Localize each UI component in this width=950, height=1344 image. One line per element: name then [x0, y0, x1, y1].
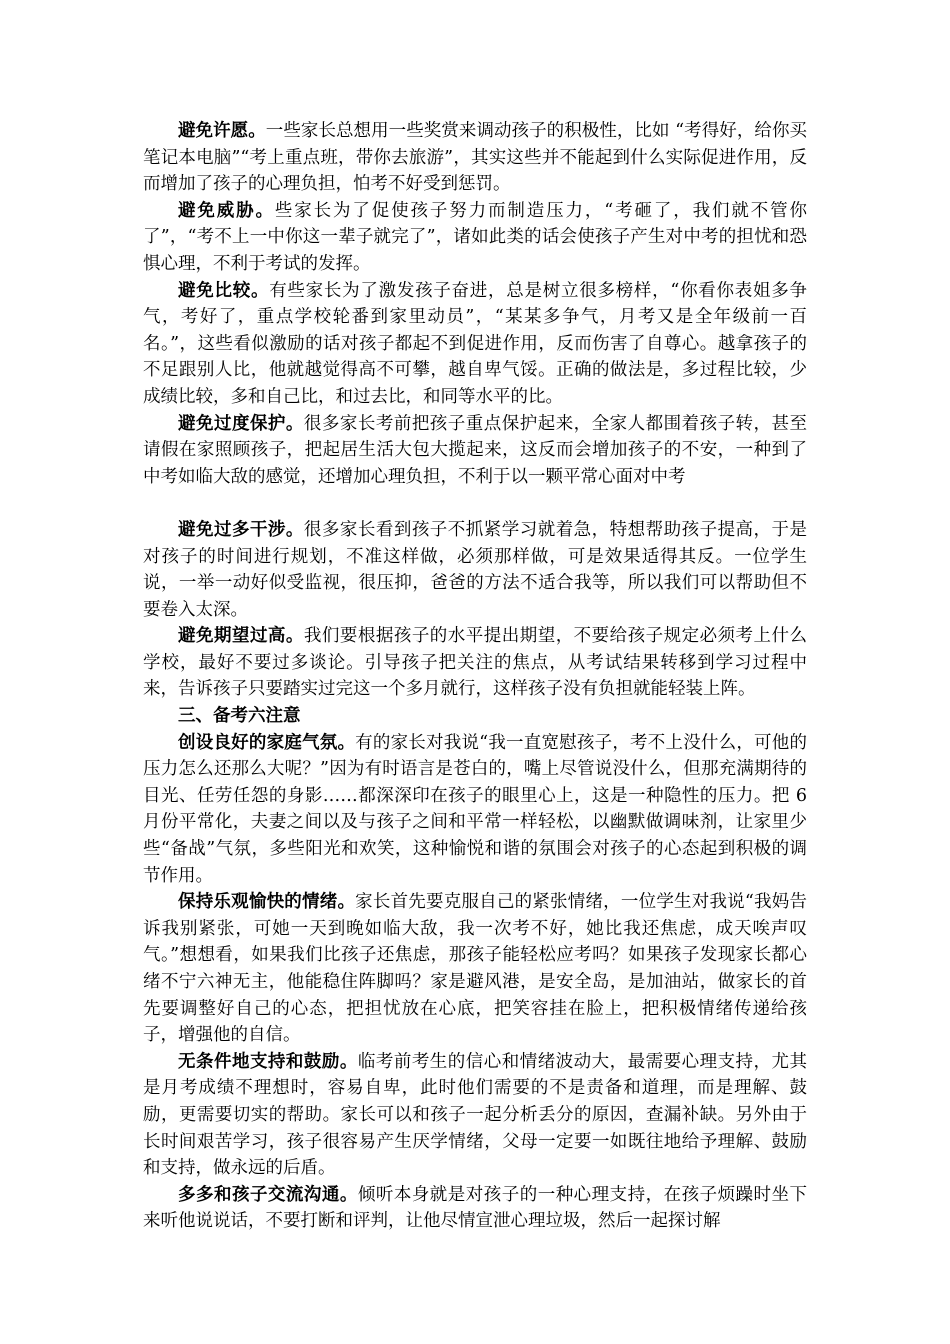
section-title: 三、备考六注意	[178, 706, 301, 727]
paragraph-heading: 避免过度保护。	[178, 413, 304, 434]
paragraph-text: 很多家长考前把孩子重点保护起来，全家人都围着孩子转，甚至请假在家照顾孩子，把起居生活大包大揽起来，这反而会增加孩子的不安，一种到了中考如临大敌的感觉，还增加心理负担，不利于以一颗平常心面对中考	[143, 413, 808, 487]
paragraph-heading: 避免许愿。	[178, 121, 266, 141]
paragraph-heading: 无条件地支持和鼓励。	[178, 1051, 358, 1072]
paragraph-heading: 避免过多干涉。	[178, 519, 304, 540]
paragraph-optimistic-mood	[143, 889, 807, 1049]
paragraph-text: 有的家长对我说“我一直宽慰孩子，考不上没什么，可他的压力怎么还那么大呢？”因为有时语言是苍白的，嘴上尽管说没什么，但那充满期待的目光、任劳任怨的身影……都深深印在孩子的眼里心上，这是一种隐性的压力。把 6 月份平常化，夫妻之间以及与孩子之间和平常一样轻松，以幽默做调味剂，让家里少些“备战”气氛，多些阳光和欢笑，这种愉悦和谐的氛围会对孩子的心态起到积极的调节作用。	[143, 732, 807, 886]
paragraph-text: 些家长为了促使孩子努力而制造压力，“考砸了，我们就不管你了”，“考不上一中你这一辈子就完了”，诸如此类的话会使孩子产生对中考的担忧和恐惧心理，不利于考试的发挥。	[143, 200, 807, 274]
paragraph-heading: 避免期望过高。	[178, 626, 304, 647]
paragraph-text: 倾听本身就是对孩子的一种心理支持，在孩子烦躁时坐下来听他说说话，不要打断和评判，让他尽情宣泄心理垃圾，然后一起探讨解	[143, 1184, 808, 1232]
paragraph-text: 临考前考生的信心和情绪波动大，最需要心理支持，尤其是月考成绩不理想时，容易自卑，此时他们需要的不是责备和道理，而是理解、鼓励，更需要切实的帮助。家长可以和孩子一起分析丢分的原因，查漏补缺。另外由于长时间艰苦学习，孩子很容易产生厌学情绪，父母一定要一如既往地给予理解、鼓励和支持，做永远的后盾。	[143, 1051, 808, 1179]
paragraph-heading: 创设良好的家庭气氛。	[178, 732, 356, 753]
paragraph-heading: 多多和孩子交流沟通。	[178, 1184, 358, 1205]
paragraph-family-atmosphere	[143, 730, 807, 890]
paragraph-heading: 保持乐观愉快的情绪。	[178, 892, 356, 913]
paragraph-avoid-high-expectations	[143, 623, 807, 703]
paragraph-avoid-promises	[143, 118, 807, 198]
paragraph-text: 很多家长看到孩子不抓紧学习就着急，特想帮助孩子提高，于是对孩子的时间进行规划，不准这样做，必须那样做，可是效果适得其反。一位学生说，一举一动好似受监视，很压抑，爸爸的方法不适合我等，所以我们可以帮助但不要卷入太深。	[143, 519, 808, 620]
paragraph-heading: 避免比较。	[178, 280, 270, 301]
paragraph-avoid-comparison	[143, 278, 807, 411]
paragraph-unconditional-support	[143, 1049, 807, 1182]
paragraph-avoid-threats	[143, 198, 807, 278]
paragraph-text: 家长首先要克服自己的紧张情绪，一位学生对我说“我妈告诉我别紧张，可她一天到晚如临大敌，我一次考不好，她比我还焦虑，成天唉声叹气。”想想看，如果我们比孩子还焦虑，那孩子能轻松应考吗？如果孩子发现家长都心绪不宁六神无主，他能稳住阵脚吗？家是避风港，是安全岛，是加油站，做家长的首先要调整好自己的心态，把担忧放在心底，把笑容挂在脸上，把积极情绪传递给孩子，增强他的自信。	[143, 892, 807, 1046]
paragraph-communicate	[143, 1182, 807, 1235]
paragraph-text: 有些家长为了激发孩子奋进，总是树立很多榜样，“你看你表姐多争气，考好了，重点学校轮番到家里动员”，“某某多争气，月考又是全年级前一百名。”，这些看似激励的话对孩子都起不到促进作用，反而伤害了自尊心。越拿孩子的不足跟别人比，他就越觉得高不可攀，越自卑气馁。正确的做法是，多过程比较，少成绩比较，多和自己比，和过去比，和同等水平的比。	[143, 280, 807, 407]
paragraph-heading: 避免威胁。	[178, 200, 275, 221]
blank-line	[143, 490, 807, 517]
paragraph-avoid-interference	[143, 517, 807, 623]
paragraph-avoid-overprotection	[143, 411, 807, 491]
paragraph-text: 我们要根据孩子的水平提出期望，不要给孩子规定必须考上什么学校，最好不要过多谈论。引导孩子把关注的焦点，从考试结果转移到学习过程中来，告诉孩子只要踏实过完这一个多月就行，这样孩子没有负担就能轻装上阵。	[143, 626, 808, 700]
paragraph-text: 一些家长总想用一些奖赏来调动孩子的积极性，比如 “考得好，给你买笔记本电脑”“考上重点班，带你去旅游”，其实这些并不能起到什么实际促进作用，反而增加了孩子的心理负担，怕考不好受到惩罚。	[143, 121, 807, 195]
document-body	[143, 118, 807, 1235]
